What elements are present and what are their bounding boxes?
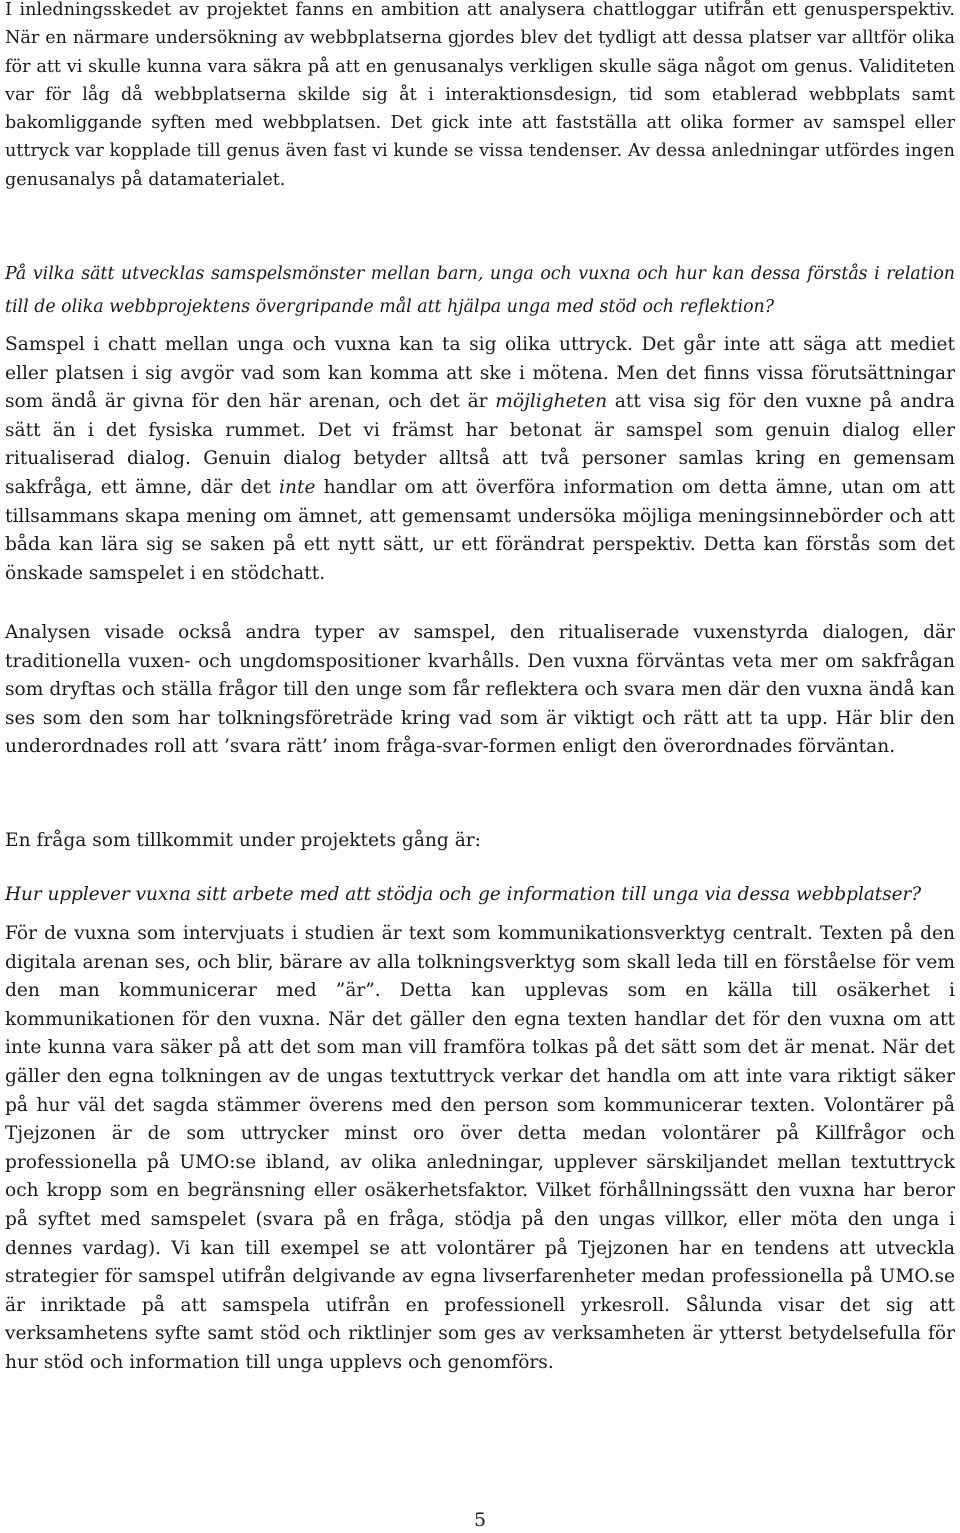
emphasis-mojligheten: möjligheten bbox=[495, 391, 608, 413]
paragraph-text-communication: För de vuxna som intervjuats i studien är text som kommunikationsverktyg centralt. Texten på den digitala arenan ses, och blir, bärare av alla tolkningsverktyg som skall leda till en förståelse för vem den man kommunicerar med ”är”. Detta kan upplevas som en källa till osäkerhet i kommunikationen för den vuxna. När det gäller den egna texten handlar det för den vuxna om att inte kunna vara säker på att det som man vill framföra tolkas på det sätt som det är menat. När det gäller den egna tolkningen av de ungas textuttryck verkar det handla om att inte vara riktigt säker på hur väl det sagda stämmer överens med den person som kommunicerar texten. Volontärer på Tjejzonen är de som uttrycker minst oro över detta medan volontärer på Killfrågor och professionella på UMO:se ibland, av olika anledningar, upplever särskiljandet mellan textuttryck och kropp som en begränsning eller osäkerhetsfaktor. Vilket förhållningssätt den vuxna har beror på syftet med samspelet (svara på en fråga, stödja på den ungas villkor, eller möta den unga i dennes vardag). Vi kan till exempel se att volontärer på Tjejzonen har en tendens att utveckla strategier för samspel utifrån delgivande av egna livserfarenheter medan professionella på UMO.se är inriktade på att samspela utifrån en professionell yrkesroll. Sålunda visar det sig att verksamhetens syfte samt stöd och riktlinjer som ges av verksamheten är ytterst betydelsefulla för hur stöd och information till unga upplevs och genomförs. bbox=[5, 923, 955, 1373]
research-question-1: På vilka sätt utvecklas samspelsmönster mellan barn, unga och vuxna och hur kan dessa förstås i relation till de olika webbprojektens övergripande mål att hjälpa unga med stöd och reflektion? bbox=[5, 264, 955, 317]
paragraph-ritualised-dialog: Analysen visade också andra typer av samspel, den ritualiserade vuxenstyrda dialogen, där traditionella vuxen- och ungdomspositioner kvarhålls. Den vuxna förväntas veta mer om sakfrågan som dryftas och ställa frågor till den unge som får reflektera och svara men där den vuxna ändå kan ses som den som har tolkningsföreträde kring vad som är viktigt och rätt att ta upp. Här blir den underordnades roll att ’svara rätt’ inom fråga-svar-formen enligt den överordnades förväntan. bbox=[5, 622, 955, 758]
paragraph-genus-analysis: I inledningsskedet av projektet fanns en ambition att analysera chattloggar utifrån ett genusperspektiv. När en närmare undersökning av webbplatserna gjordes blev det tydligt att dessa platser var alltför olika för att vi skulle kunna vara säkra på att en genusanalys verkligen skulle säga något om genus. Validiteten var för låg då webbplatserna skilde sig åt i interaktionsdesign, tid som etablerad webbplats samt bakomliggande syften med webbplatsen. Det gick inte att fastställa att olika former av samspel eller uttryck var kopplade till genus även fast vi kunde se vissa tendenser. Av dessa anledningar utfördes ingen genusanalys på datamaterialet. bbox=[5, 0, 955, 190]
research-question-2: Hur upplever vuxna sitt arbete med att stödja och ge information till unga via dessa webbplatser? bbox=[5, 884, 922, 905]
page-number: 5 bbox=[473, 1509, 487, 1531]
paragraph-new-question-intro: En fråga som tillkommit under projektets gång är: bbox=[5, 830, 481, 851]
paragraph-samspel-dialog: Samspel i chatt mellan unga och vuxna kan ta sig olika uttryck. Det går inte att säga att mediet eller platsen i sig avgör vad som kan komma att ske i mötena. Men det finns vissa förutsättningar som ändå är givna för den här arenan, och det är möjligheten att visa sig för den vuxne på andra sätt än i det fysiska rummet. Det vi främst har betonat är samspel som genuin dialog eller ritualiserad dialog. Genuin dialog betyder alltså att två personer samlas kring en gemensam sakfråga, ett ämne, där det inte handlar om att överföra information om detta ämne, utan om att tillsammans skapa mening om ämnet, att gemensamt undersöka möjliga meningsinnebörder och att båda kan lära sig se saken på ett nytt sätt, ur ett förändrat perspektiv. Detta kan förstås som det önskade samspelet i en stödchatt. bbox=[5, 334, 956, 584]
emphasis-inte: inte bbox=[279, 476, 316, 498]
